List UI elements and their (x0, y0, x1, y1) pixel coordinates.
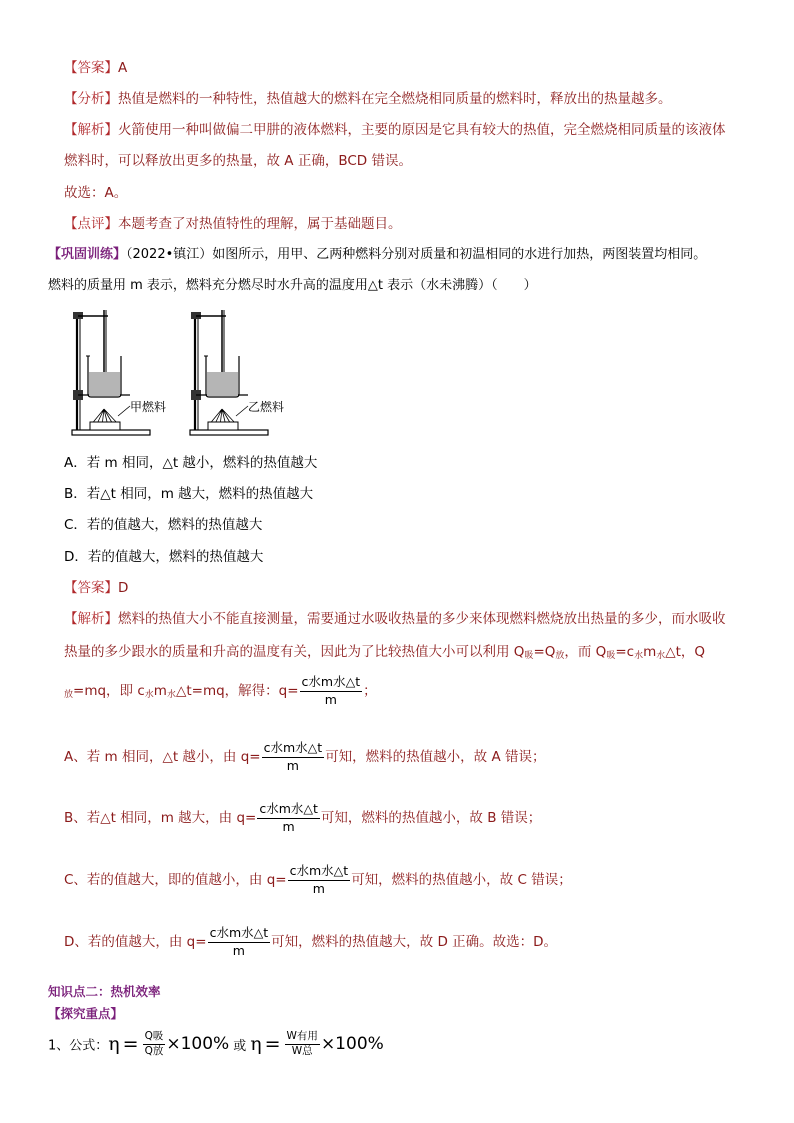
knowledge-title: 知识点二：热机效率 (48, 984, 161, 999)
fraction-denominator: W总 (291, 1045, 313, 1057)
fraction-numerator: W有用 (285, 1030, 320, 1045)
subscript: 水 (166, 690, 176, 700)
answer-value: A (118, 60, 128, 76)
experiment-figure (60, 304, 300, 438)
option-b: B．若△t 相同，m 越大，燃料的热值越大 (64, 486, 314, 502)
option-d: D．若的值越大，燃料的热值越大 (64, 549, 264, 565)
explanation-text-1: 火箭使用一种叫做偏二甲肼的液体燃料，主要的原因是它具有较大的热值，完全燃烧相同质量的该液体 (118, 122, 726, 138)
analysis-line (64, 87, 672, 107)
option-c: C．若的值越大，燃料的热值越大 (64, 517, 263, 533)
equals-sign: = (264, 1033, 281, 1055)
q-ratio-fraction (143, 1030, 166, 1058)
answer-label: 【答案】 (64, 60, 118, 76)
text-seg: 可知，燃料的热值越小，故 B 错误； (320, 810, 542, 826)
fraction-numerator: c水m水△t (288, 863, 351, 881)
comment-line (64, 212, 402, 232)
text-seg: m (643, 644, 657, 660)
subscript: 吸 (606, 651, 616, 661)
text-seg: 可知，燃料的热值越小，故 A 错误； (325, 749, 546, 765)
case-d (64, 925, 557, 959)
apparatus-a (72, 310, 166, 435)
formula-prefix: 1、公式： (48, 1038, 109, 1054)
text-seg: △t=mq，解得：q= (175, 683, 299, 699)
q-fraction (257, 801, 320, 835)
answer-label: 【答案】 (64, 580, 118, 596)
explanation-label: 【解析】 (64, 611, 118, 627)
analysis-text: 热值是燃料的一种特性，热值越大的燃料在完全燃烧相同质量的燃料时，释放出的热量越多。 (118, 91, 672, 107)
explanation2-text-1: 燃料的热值大小不能直接测量，需要通过水吸收热量的多少来体现燃料燃烧放出热量的多少，而水吸收 (118, 611, 726, 627)
equals-sign: = (122, 1033, 139, 1055)
subscript: 吸 (524, 651, 534, 661)
text-seg: 可知，燃料的热值越大，故 D 正确。故选：D。 (271, 934, 558, 950)
explanation-line-1 (64, 118, 726, 138)
answer-line-2 (64, 576, 128, 596)
times-100: ×100% (320, 1034, 384, 1054)
answer-value: D (118, 580, 129, 596)
text-seg: D、若的值越大，由 q= (64, 934, 207, 950)
text-seg: =Q (533, 644, 556, 660)
text-seg: ； (363, 683, 377, 699)
text-seg: m (153, 683, 167, 699)
analysis-label: 【分析】 (64, 91, 118, 107)
fuel-label-b: 乙燃料 (248, 400, 285, 414)
case-b (64, 801, 541, 835)
explanation-line-2: 燃料时，可以释放出更多的热量，故 A 正确，BCD 错误。 (64, 153, 412, 169)
times-100: ×100% (166, 1034, 230, 1054)
fraction-numerator: c水m水△t (300, 674, 363, 692)
explanation-label: 【解析】 (64, 122, 118, 138)
text-seg: △t，Q (665, 644, 706, 660)
fraction-numerator: c水m水△t (257, 801, 320, 819)
q-fraction (208, 925, 271, 959)
w-ratio-fraction (285, 1030, 320, 1058)
q-fraction (288, 863, 351, 897)
explanation2-line-2 (64, 640, 705, 661)
q-fraction (262, 740, 325, 774)
explanation-line-3: 故选：A。 (64, 185, 128, 201)
fuel-label-a: 甲燃料 (130, 400, 167, 414)
text-seg: =mq，即 c (73, 683, 145, 699)
case-a (64, 740, 546, 774)
fraction-denominator: m (282, 819, 295, 834)
apparatus-b (190, 310, 284, 435)
focus-label: 【探究重点】 (48, 1006, 124, 1021)
fraction-denominator: m (324, 692, 337, 707)
subscript: 水 (634, 651, 644, 661)
fraction-denominator: Q放 (144, 1045, 164, 1057)
comment-label: 【点评】 (64, 216, 118, 232)
subscript: 放 (64, 690, 74, 700)
text-seg: C、若的值越大，即的值越小，由 q= (64, 872, 287, 888)
option-a: A．若 m 相同，△t 越小，燃料的热值越大 (64, 455, 318, 471)
or-word: 或 (233, 1038, 247, 1054)
fraction-denominator: m (312, 881, 325, 896)
fraction-denominator: m (286, 758, 299, 773)
exercise-line-2: 燃料的质量用 m 表示，燃料充分燃尽时水升高的温度用△t 表示（水未沸腾）（ ） (48, 278, 537, 293)
explanation2-line-1 (64, 607, 726, 627)
answer-line-1 (64, 56, 127, 76)
comment-text: 本题考查了对热值特性的理解，属于基础题目。 (118, 216, 402, 232)
subscript: 水 (656, 651, 666, 661)
subscript: 放 (555, 651, 565, 661)
eta-symbol: η (108, 1033, 120, 1055)
text-seg: A、若 m 相同，△t 越小，由 q= (64, 749, 261, 765)
fraction-numerator: c水m水△t (208, 925, 271, 943)
q-fraction (300, 674, 363, 708)
case-c (64, 863, 572, 897)
eta-symbol: η (250, 1033, 262, 1055)
fraction-numerator: Q吸 (143, 1030, 166, 1045)
explanation2-line-3 (64, 674, 377, 708)
text-seg: 热量的多少跟水的质量和升高的温度有关，因此为了比较热值大小可以利用 Q (64, 644, 525, 660)
exercise-text-1: （2022•镇江）如图所示，用甲、乙两种燃料分别对质量和初温相同的水进行加热，两图装置均相同。 (126, 247, 707, 262)
efficiency-formula (48, 1030, 384, 1058)
subscript: 水 (144, 690, 154, 700)
fraction-numerator: c水m水△t (262, 740, 325, 758)
text-seg: =c (615, 644, 635, 660)
text-seg: B、若△t 相同，m 越大，由 q= (64, 810, 257, 826)
text-seg: 可知，燃料的热值越小，故 C 错误； (351, 872, 572, 888)
exercise-label: 【巩固训练】 (48, 247, 127, 262)
text-seg: ，而 Q (564, 644, 607, 660)
fraction-denominator: m (232, 943, 245, 958)
exercise-line-1 (48, 243, 706, 262)
